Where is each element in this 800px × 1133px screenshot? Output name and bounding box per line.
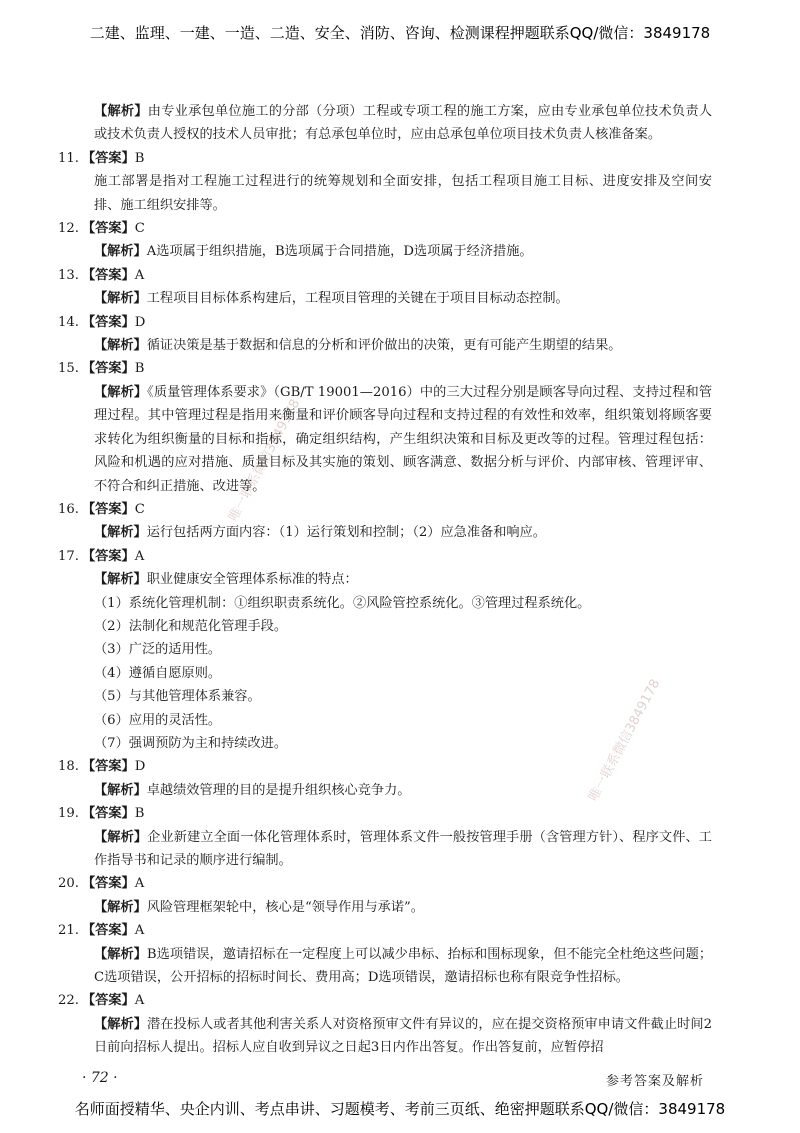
analysis-label: 【解析】 (94, 384, 148, 400)
analysis-label: 【解析】 (94, 829, 148, 845)
answer-label: 【答案】 (82, 923, 135, 939)
list-item: （3）广泛的适用性。 (94, 642, 222, 658)
answer-entry (58, 919, 713, 989)
analysis-block (82, 826, 712, 873)
answer-label: 【答案】 (82, 806, 135, 822)
analysis-label: 【解析】 (94, 104, 148, 119)
question-number: 18. (58, 759, 79, 775)
list-item: （1）系统化管理机制：①组织职责系统化。②风险管控系统化。③管理过程系统化。 (94, 595, 591, 611)
answer-value: A (134, 548, 145, 564)
list-item: （2）法制化和规范化管理手段。 (94, 618, 288, 634)
analysis-block (82, 779, 712, 802)
analysis-label: 【解析】 (94, 946, 147, 962)
analysis-text: 《质量管理体系要求》（GB/T 19001—2016）中的三大过程分别是顾客导向过程、支持过程和管理过程。其中管理过程是指用来衡量和评价顾客导向过程和支持过程的有效性和效率，组织策划将顾客要求转化为组织衡量的目标和指标，确定组织结构，产生组织决策和目标及更改等的过程。管理过程包括：风险和机遇的应对措施、质量目标及其实施的策划、顾客满意、数据分析与评价、内部审核、管理评审、不符合和纠正措施、改进等。 (94, 384, 713, 494)
answer-entry (58, 264, 712, 311)
answer-label: 【答案】 (82, 501, 135, 517)
analysis-text: 企业新建立全面一体化管理体系时，管理体系文件一般按管理手册（含管理方针）、程序文件、工作指导书和记录的顺序进行编制。 (94, 829, 712, 868)
answer-label: 【答案】 (82, 267, 135, 283)
answer-value: A (134, 267, 145, 283)
analysis-label: 【解析】 (94, 291, 147, 307)
answer-line (58, 802, 712, 825)
answer-label: 【答案】 (82, 876, 135, 892)
answer-label: 【答案】 (82, 314, 135, 330)
answer-value: C (134, 501, 145, 517)
answer-value: B (134, 806, 145, 822)
question-number: 16. (58, 501, 79, 517)
answer-value: A (134, 923, 145, 939)
answer-line (58, 872, 712, 895)
analysis-block (82, 568, 712, 591)
answer-line (58, 147, 712, 170)
answer-value: D (134, 759, 146, 775)
analysis-text: 职业健康安全管理体系标准的特点： (146, 572, 358, 588)
question-number: 13. (58, 267, 79, 283)
answer-value: C (134, 221, 145, 237)
analysis-text: A选项属于组织措施，B选项属于合同措施，D选项属于经济措施。 (146, 244, 533, 260)
answer-content (58, 100, 713, 1060)
answer-line (58, 498, 712, 521)
answer-line (58, 989, 712, 1012)
answer-label: 【答案】 (82, 150, 135, 166)
answer-value: A (134, 993, 145, 1009)
analysis-label: 【解析】 (94, 1016, 148, 1032)
top-banner: 二建、监理、一建、一造、二造、安全、消防、咨询、检测课程押题联系QQ/微信：3849178 (89, 24, 711, 42)
list-item: （4）遵循自愿原则。 (94, 665, 222, 681)
analysis-text: 由专业承包单位施工的分部（分项）工程或专项工程的施工方案，应由专业承包单位技术负责人或技术负责人授权的技术人员审批；有总承包单位时，应由总承包单位项目技术负责人核准备案。 (94, 104, 713, 143)
answer-entry (58, 311, 712, 358)
question-number: 17. (58, 548, 79, 564)
page-number: · 72 · (82, 1070, 118, 1086)
answer-line (58, 755, 712, 778)
answer-line (58, 545, 712, 568)
analysis-block (82, 1013, 712, 1060)
answer-line (58, 217, 712, 240)
answer-entry (58, 802, 712, 872)
answer-entry (58, 357, 713, 497)
analysis-text: B选项错误，邀请招标在一定程度上可以减少串标、抬标和围标现象，但不能完全杜绝这些问题；C选项错误，公开招标的招标时间长、费用高；D选项错误，邀请招标也称有限竞争性招标。 (94, 946, 713, 986)
detail-text: 施工部署是指对工程施工过程进行的统筹规划和全面安排，包括工程项目施工目标、进度安排及空间安排、施工组织安排等。 (94, 174, 712, 213)
answer-label: 【答案】 (82, 221, 135, 237)
question-number: 22. (58, 993, 79, 1009)
question-number: 19. (58, 806, 79, 822)
list-item: （6）应用的灵活性。 (94, 712, 222, 728)
analysis-label: 【解析】 (94, 244, 147, 260)
analysis-text: 卓越绩效管理的目的是提升组织核心竞争力。 (146, 782, 411, 798)
analysis-block (82, 334, 712, 357)
analysis-text: 工程项目目标体系构建后，工程项目管理的关键在于项目目标动态控制。 (146, 291, 569, 307)
question-number: 14. (58, 314, 79, 330)
analysis-label: 【解析】 (94, 525, 147, 541)
analysis-label: 【解析】 (94, 338, 147, 354)
list-item: （7）强调预防为主和持续改进。 (94, 735, 288, 751)
answer-label: 【答案】 (82, 993, 135, 1009)
answer-value: D (134, 314, 146, 330)
answer-line (58, 264, 712, 287)
analysis-block (82, 896, 712, 919)
analysis-label: 【解析】 (94, 572, 147, 588)
analysis-text: 循证决策是基于数据和信息的分析和评价做出的决策，更有可能产生期望的结果。 (146, 338, 622, 354)
analysis-block (82, 287, 712, 310)
list-item: （5）与其他管理体系兼容。 (94, 689, 261, 705)
answer-entry (58, 872, 712, 919)
watermark-text: 唯一联系微信3849178 (226, 396, 304, 524)
answer-entry (58, 147, 712, 217)
answer-line (58, 311, 712, 334)
analysis-block (82, 943, 712, 990)
question-number: 12. (58, 221, 79, 237)
analysis-label: 【解析】 (94, 782, 147, 798)
analysis-text: 潜在投标人或者其他利害关系人对资格预审文件有异议的，应在提交资格预审申请文件截止时间2日前向招标人提出。招标人应自收到异议之日起3日内作出答复。作出答复前，应暂停招 (94, 1016, 713, 1056)
answer-label: 【答案】 (82, 361, 135, 377)
question-number: 21. (58, 923, 79, 939)
entry-list (58, 147, 713, 1060)
answer-entry (58, 217, 712, 264)
analysis-text: 风险管理框架轮中，核心是“领导作用与承诺”。 (146, 899, 424, 915)
question-number: 20. (58, 876, 79, 892)
watermark-text: 唯一联系微信3849178 (586, 676, 664, 804)
answer-value: B (134, 150, 145, 166)
analysis-label: 【解析】 (94, 899, 147, 915)
section-title: 参考答案及解析 (605, 1074, 704, 1089)
bottom-banner: 名师面授精华、央企内训、考点串讲、习题模考、考前三页纸、绝密押题联系QQ/微信：3849178 (74, 1100, 726, 1118)
answer-entry (58, 545, 712, 756)
question-number: 11. (58, 150, 79, 166)
analysis-text: 运行包括两方面内容：（1）运行策划和控制；（2）应急准备和响应。 (146, 525, 546, 541)
answer-line (58, 357, 712, 380)
answer-value: A (134, 876, 145, 892)
answer-entry (58, 755, 712, 802)
answer-line (58, 919, 712, 942)
analysis-block (82, 381, 712, 498)
answer-entry (58, 498, 712, 545)
analysis-block (82, 521, 712, 544)
answer-label: 【答案】 (82, 548, 135, 564)
question-number: 15. (58, 361, 79, 377)
answer-label: 【答案】 (82, 759, 135, 775)
answer-entry (58, 989, 713, 1059)
analysis-block (82, 240, 712, 263)
answer-value: B (134, 361, 145, 377)
intro-analysis (82, 100, 712, 147)
